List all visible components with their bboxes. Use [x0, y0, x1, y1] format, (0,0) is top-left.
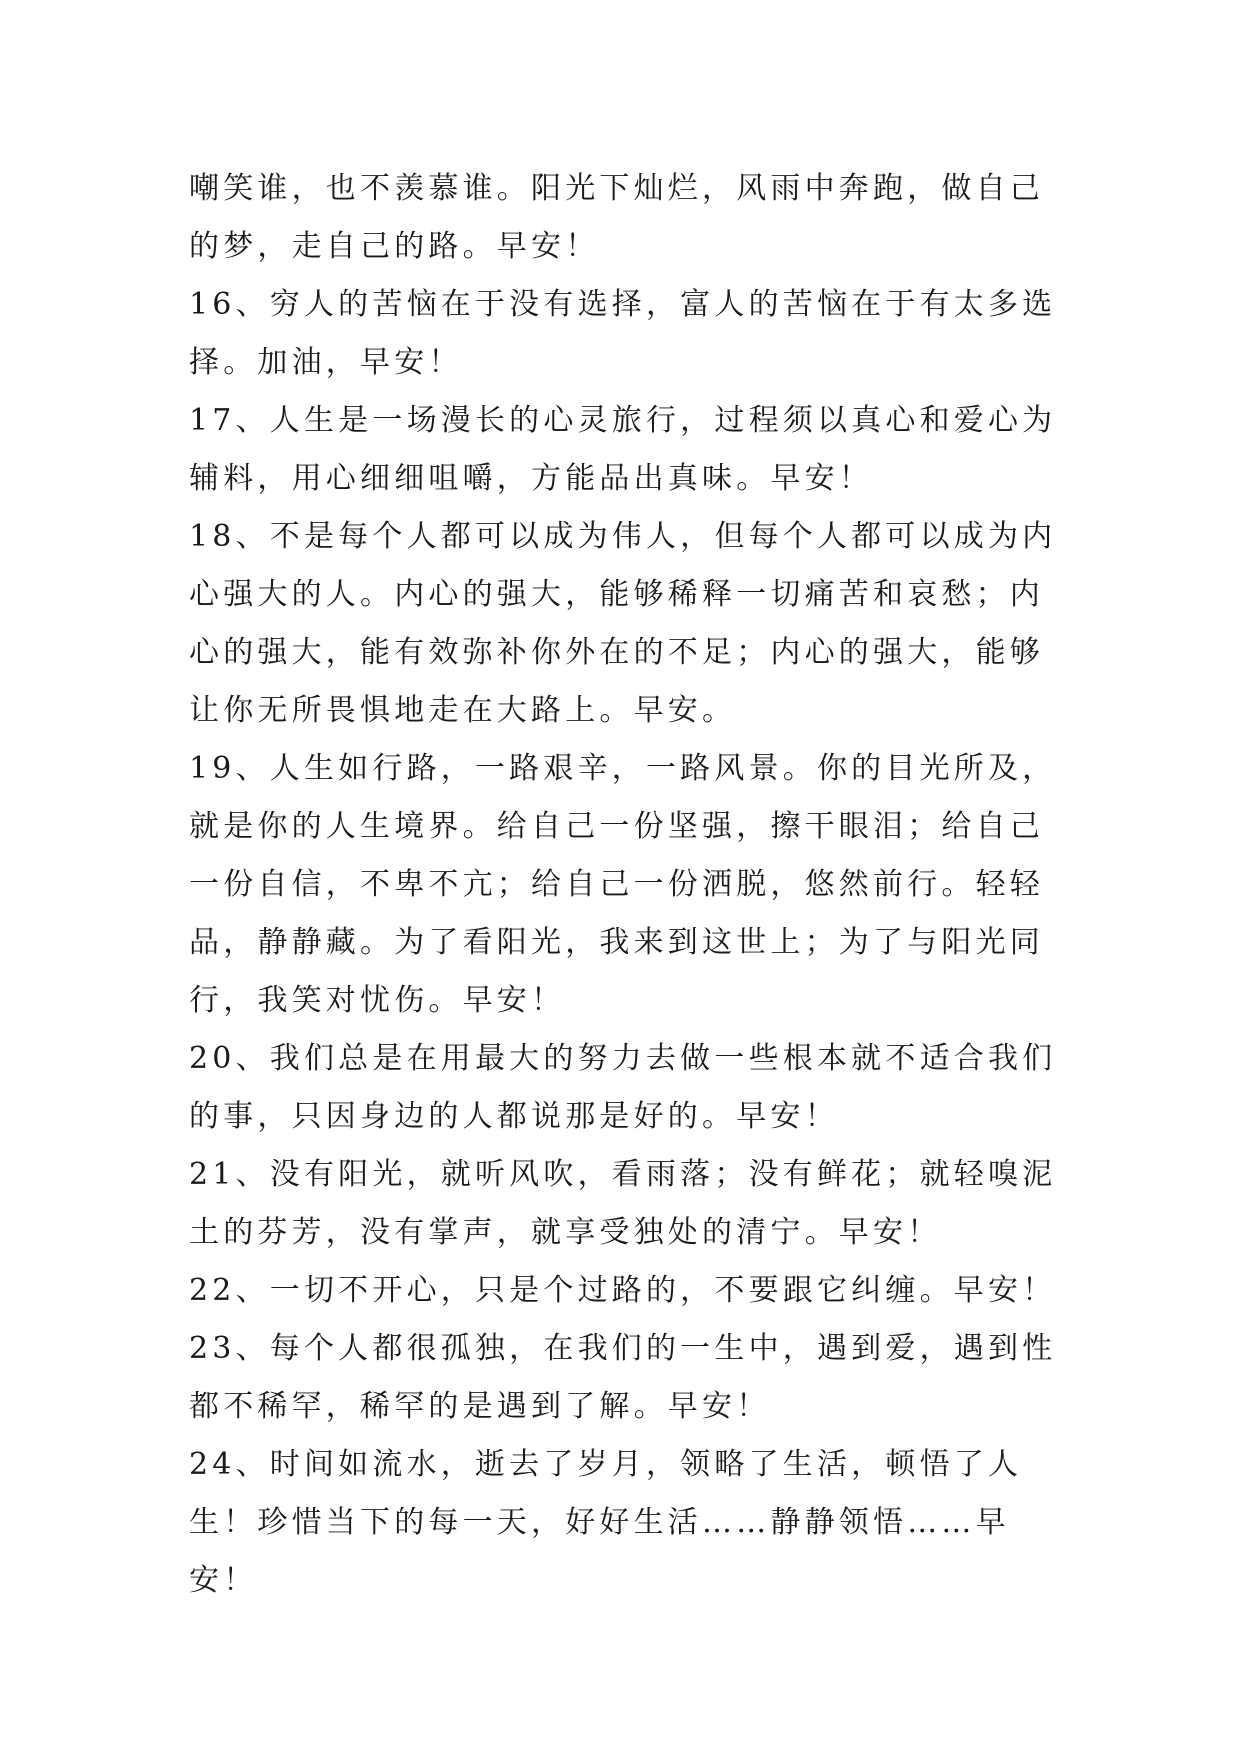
paragraph-21: 21、没有阳光，就听风吹，看雨落；没有鲜花；就轻嗅泥土的芬芳，没有掌声，就享受独处的清宁。早安！	[189, 1157, 1057, 1250]
paragraph-continuation: 嘲笑谁，也不羡慕谁。阳光下灿烂，风雨中奔跑，做自己的梦，走自己的路。早安！	[189, 171, 1044, 264]
paragraph-22: 22、一切不开心，只是个过路的，不要跟它纠缠。早安！	[189, 1273, 1057, 1308]
paragraph-20: 20、我们总是在用最大的努力去做一些根本就不适合我们的事，只因身边的人都说那是好的。早安！	[189, 1041, 1057, 1134]
paragraph-23: 23、每个人都很孤独，在我们的一生中，遇到爱，遇到性都不稀罕，稀罕的是遇到了解。早安！	[189, 1331, 1057, 1424]
document-body	[189, 160, 1059, 1610]
paragraph-18: 18、不是每个人都可以成为伟人，但每个人都可以成为内心强大的人。内心的强大，能够稀释一切痛苦和哀愁；内心的强大，能有效弥补你外在的不足；内心的强大，能够让你无所畏惧地走在大路上。早安。	[189, 519, 1057, 728]
paragraph-17: 17、人生是一场漫长的心灵旅行，过程须以真心和爱心为辅料，用心细细咀嚼，方能品出真味。早安！	[189, 403, 1057, 496]
paragraph-16: 16、穷人的苦恼在于没有选择，富人的苦恼在于有太多选择。加油，早安！	[189, 287, 1057, 380]
paragraph-19: 19、人生如行路，一路艰辛，一路风景。你的目光所及，就是你的人生境界。给自己一份坚强，擦干眼泪；给自己一份自信，不卑不亢；给自己一份洒脱，悠然前行。轻轻品，静静藏。为了看阳光，我来到这世上；为了与阳光同行，我笑对忧伤。早安！	[189, 751, 1057, 1018]
paragraph-24: 24、时间如流水，逝去了岁月，领略了生活，顿悟了人生！珍惜当下的每一天，好好生活……静静领悟……早安！	[189, 1447, 1023, 1598]
